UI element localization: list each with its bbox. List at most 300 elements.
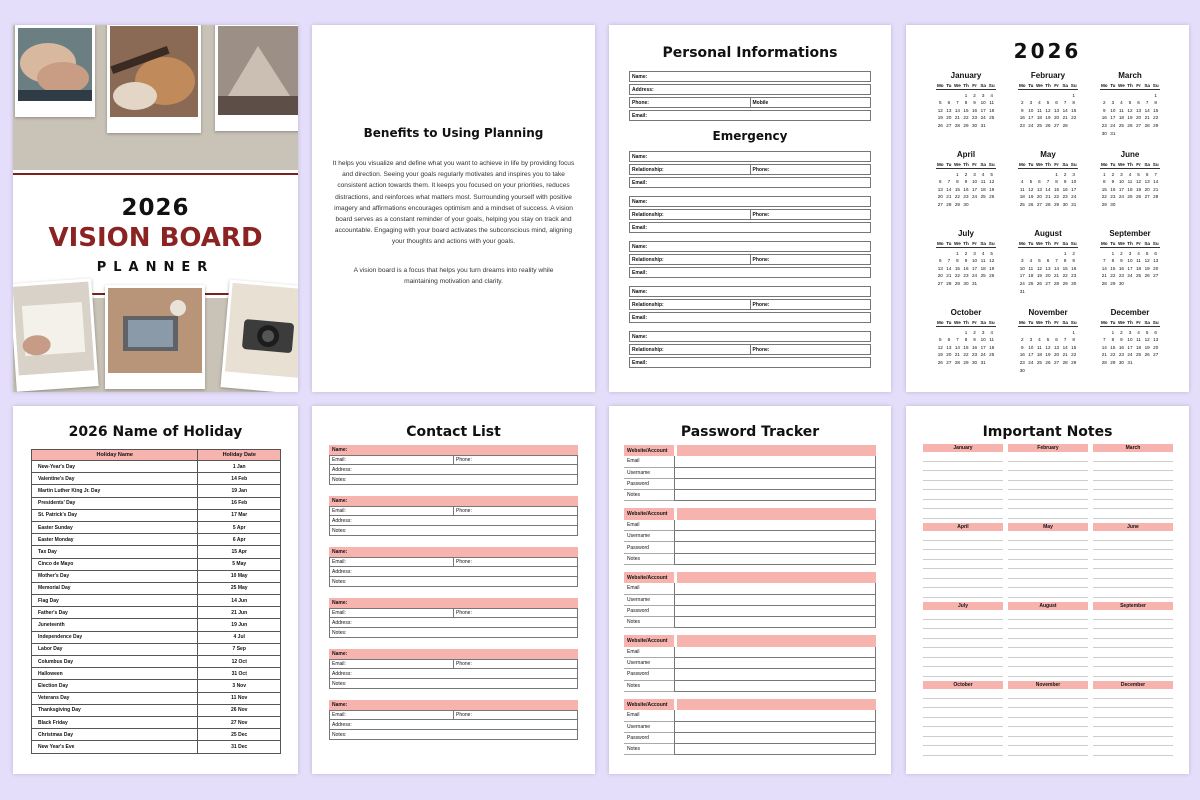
notes-line[interactable] bbox=[1008, 610, 1088, 620]
day-cell[interactable]: 21 bbox=[946, 273, 952, 279]
day-cell[interactable]: 23 bbox=[963, 194, 969, 200]
day-cell[interactable]: 9 bbox=[1111, 179, 1115, 185]
day-cell[interactable]: 7 bbox=[1145, 100, 1149, 106]
day-cell[interactable]: 20 bbox=[946, 115, 952, 121]
contact-address-field[interactable]: Address: bbox=[329, 669, 578, 679]
notes-line[interactable] bbox=[923, 509, 1003, 519]
day-cell[interactable]: 6 bbox=[939, 179, 942, 185]
day-cell[interactable]: 10 bbox=[1110, 107, 1116, 113]
day-cell[interactable]: 7 bbox=[1103, 337, 1106, 343]
day-cell[interactable]: 9 bbox=[1103, 107, 1106, 113]
day-cell[interactable]: 8 bbox=[964, 337, 968, 343]
day-cell[interactable]: 11 bbox=[989, 100, 995, 106]
day-cell[interactable]: 16 bbox=[1110, 186, 1116, 192]
day-cell[interactable]: 29 bbox=[963, 122, 969, 128]
notes-line[interactable] bbox=[923, 639, 1003, 649]
day-cell[interactable]: 14 bbox=[954, 344, 960, 350]
day-cell[interactable]: 22 bbox=[1062, 273, 1068, 279]
notes-line[interactable] bbox=[923, 708, 1003, 718]
notes-line[interactable] bbox=[1093, 500, 1173, 510]
day-cell[interactable]: 24 bbox=[972, 273, 978, 279]
day-cell[interactable]: 23 bbox=[1019, 122, 1025, 128]
day-cell[interactable]: 29 bbox=[954, 280, 960, 286]
notes-line[interactable] bbox=[1008, 579, 1088, 589]
day-cell[interactable]: 18 bbox=[1136, 344, 1142, 350]
day-cell[interactable]: 29 bbox=[1110, 359, 1116, 365]
day-cell[interactable]: 3 bbox=[973, 250, 976, 256]
day-cell[interactable]: 3 bbox=[1111, 100, 1115, 106]
notes-line[interactable] bbox=[923, 481, 1003, 491]
notes-line[interactable] bbox=[923, 588, 1003, 598]
day-cell[interactable]: 12 bbox=[937, 107, 943, 113]
notes-line[interactable] bbox=[1093, 620, 1173, 630]
notes-line[interactable] bbox=[1008, 746, 1088, 756]
day-cell[interactable]: 4 bbox=[990, 329, 993, 335]
password-site-field[interactable] bbox=[677, 572, 876, 583]
emergency-relationship-row[interactable]: Relationship: Phone: bbox=[629, 254, 871, 265]
day-cell[interactable]: 11 bbox=[980, 179, 986, 185]
day-cell[interactable]: 25 bbox=[1136, 273, 1142, 279]
notes-line[interactable] bbox=[1093, 667, 1173, 677]
notes-line[interactable] bbox=[1093, 708, 1173, 718]
address-field[interactable]: Address: bbox=[629, 84, 871, 95]
day-cell[interactable]: 19 bbox=[1144, 344, 1150, 350]
day-cell[interactable]: 14 bbox=[954, 107, 960, 113]
notes-line[interactable] bbox=[1008, 560, 1088, 570]
notes-line[interactable] bbox=[1008, 588, 1088, 598]
day-cell[interactable]: 9 bbox=[1120, 258, 1123, 264]
day-cell[interactable]: 2 bbox=[1111, 171, 1115, 177]
day-cell[interactable]: 19 bbox=[1045, 352, 1051, 358]
day-cell[interactable]: 28 bbox=[1101, 280, 1107, 286]
password-site-field[interactable] bbox=[677, 699, 876, 710]
contact-address-field[interactable]: Address: bbox=[329, 516, 578, 526]
day-cell[interactable]: 9 bbox=[1021, 107, 1024, 113]
day-cell[interactable]: 7 bbox=[1063, 100, 1067, 106]
day-cell[interactable]: 22 bbox=[963, 352, 969, 358]
day-cell[interactable]: 5 bbox=[939, 100, 942, 106]
day-cell[interactable]: 8 bbox=[1154, 100, 1157, 106]
day-cell[interactable]: 3 bbox=[1029, 100, 1033, 106]
day-cell[interactable]: 28 bbox=[946, 280, 952, 286]
contact-address-field[interactable]: Address: bbox=[329, 567, 578, 577]
day-cell[interactable]: 30 bbox=[1071, 280, 1077, 286]
notes-line[interactable] bbox=[1008, 689, 1088, 699]
day-cell[interactable]: 21 bbox=[1045, 194, 1051, 200]
day-cell[interactable]: 30 bbox=[1062, 201, 1068, 207]
day-cell[interactable]: 2 bbox=[964, 250, 968, 256]
day-cell[interactable]: 15 bbox=[1071, 344, 1077, 350]
day-cell[interactable]: 29 bbox=[1101, 201, 1107, 207]
day-cell[interactable]: 8 bbox=[1111, 258, 1115, 264]
notes-line[interactable] bbox=[1008, 500, 1088, 510]
day-cell[interactable]: 4 bbox=[1137, 329, 1140, 335]
day-cell[interactable]: 6 bbox=[1038, 179, 1041, 185]
day-cell[interactable]: 21 bbox=[946, 194, 952, 200]
day-cell[interactable]: 10 bbox=[1019, 265, 1025, 271]
password-username-field[interactable] bbox=[674, 722, 876, 733]
day-cell[interactable]: 1 bbox=[1072, 329, 1075, 335]
contact-name-field[interactable]: Name: bbox=[329, 496, 578, 506]
password-username-field[interactable] bbox=[674, 658, 876, 669]
day-cell[interactable]: 15 bbox=[1153, 107, 1159, 113]
day-cell[interactable]: 18 bbox=[1118, 115, 1124, 121]
day-cell[interactable]: 26 bbox=[1136, 194, 1142, 200]
day-cell[interactable]: 29 bbox=[954, 201, 960, 207]
day-cell[interactable]: 9 bbox=[1063, 179, 1067, 185]
notes-line[interactable] bbox=[923, 699, 1003, 709]
day-cell[interactable]: 11 bbox=[980, 258, 986, 264]
day-cell[interactable]: 1 bbox=[1111, 250, 1115, 256]
day-cell[interactable]: 27 bbox=[1144, 194, 1150, 200]
day-cell[interactable]: 29 bbox=[1153, 122, 1159, 128]
contact-notes-field[interactable]: Notes: bbox=[329, 577, 578, 587]
contact-email-phone-row[interactable]: Email: Phone: bbox=[329, 557, 578, 567]
day-cell[interactable]: 17 bbox=[1127, 344, 1133, 350]
day-cell[interactable]: 10 bbox=[1127, 258, 1133, 264]
day-cell[interactable]: 26 bbox=[1144, 352, 1150, 358]
notes-line[interactable] bbox=[1093, 588, 1173, 598]
day-cell[interactable]: 1 bbox=[956, 171, 959, 177]
day-cell[interactable]: 6 bbox=[947, 100, 951, 106]
notes-line[interactable] bbox=[1093, 610, 1173, 620]
day-cell[interactable]: 22 bbox=[1071, 115, 1077, 121]
notes-line[interactable] bbox=[1093, 509, 1173, 519]
day-cell[interactable]: 14 bbox=[1054, 265, 1060, 271]
day-cell[interactable]: 19 bbox=[1136, 186, 1142, 192]
day-cell[interactable]: 13 bbox=[1144, 179, 1150, 185]
day-cell[interactable]: 6 bbox=[1055, 100, 1058, 106]
day-cell[interactable]: 16 bbox=[972, 344, 978, 350]
day-cell[interactable]: 15 bbox=[1101, 186, 1107, 192]
notes-line[interactable] bbox=[1008, 569, 1088, 579]
day-cell[interactable]: 4 bbox=[1137, 250, 1140, 256]
day-cell[interactable]: 27 bbox=[937, 201, 943, 207]
day-cell[interactable]: 17 bbox=[1071, 186, 1077, 192]
notes-line[interactable] bbox=[1008, 718, 1088, 728]
day-cell[interactable]: 5 bbox=[1145, 250, 1149, 256]
day-cell[interactable]: 23 bbox=[1118, 352, 1124, 358]
day-cell[interactable]: 22 bbox=[1153, 115, 1159, 121]
emergency-name-field[interactable]: Name: bbox=[629, 331, 871, 342]
day-cell[interactable]: 24 bbox=[1019, 280, 1025, 286]
contact-name-field[interactable]: Name: bbox=[329, 649, 578, 659]
day-cell[interactable]: 25 bbox=[989, 352, 995, 358]
password-email-field[interactable] bbox=[674, 456, 876, 467]
notes-line[interactable] bbox=[923, 648, 1003, 658]
day-cell[interactable]: 10 bbox=[972, 179, 978, 185]
notes-line[interactable] bbox=[1093, 462, 1173, 472]
day-cell[interactable]: 24 bbox=[1071, 194, 1077, 200]
day-cell[interactable]: 10 bbox=[980, 100, 986, 106]
name-field[interactable]: Name: bbox=[629, 71, 871, 82]
day-cell[interactable]: 6 bbox=[1137, 100, 1140, 106]
day-cell[interactable]: 17 bbox=[980, 344, 986, 350]
day-cell[interactable]: 20 bbox=[1054, 115, 1060, 121]
notes-line[interactable] bbox=[923, 550, 1003, 560]
day-cell[interactable]: 16 bbox=[1118, 344, 1124, 350]
day-cell[interactable]: 4 bbox=[1038, 337, 1041, 343]
day-cell[interactable]: 6 bbox=[1154, 250, 1157, 256]
emergency-email-field[interactable]: Email: bbox=[629, 267, 871, 278]
notes-line[interactable] bbox=[1093, 579, 1173, 589]
emergency-relationship-row[interactable]: Relationship: Phone: bbox=[629, 209, 871, 220]
day-cell[interactable]: 17 bbox=[1019, 273, 1025, 279]
notes-line[interactable] bbox=[1008, 648, 1088, 658]
day-cell[interactable]: 23 bbox=[1071, 273, 1077, 279]
day-cell[interactable]: 23 bbox=[1118, 273, 1124, 279]
day-cell[interactable]: 26 bbox=[1127, 122, 1133, 128]
day-cell[interactable]: 26 bbox=[1036, 280, 1042, 286]
day-cell[interactable]: 1 bbox=[1063, 250, 1067, 256]
day-cell[interactable]: 6 bbox=[1046, 258, 1050, 264]
day-cell[interactable]: 29 bbox=[963, 359, 969, 365]
day-cell[interactable]: 23 bbox=[1019, 359, 1025, 365]
day-cell[interactable]: 11 bbox=[1037, 107, 1042, 113]
day-cell[interactable]: 28 bbox=[1101, 359, 1107, 365]
notes-line[interactable] bbox=[1008, 471, 1088, 481]
day-cell[interactable]: 14 bbox=[1144, 107, 1150, 113]
day-cell[interactable]: 23 bbox=[963, 273, 969, 279]
notes-line[interactable] bbox=[1093, 718, 1173, 728]
emergency-name-field[interactable]: Name: bbox=[629, 196, 871, 207]
notes-line[interactable] bbox=[1093, 727, 1173, 737]
emergency-email-field[interactable]: Email: bbox=[629, 357, 871, 368]
day-cell[interactable]: 9 bbox=[964, 179, 968, 185]
email-field[interactable]: Email: bbox=[629, 110, 871, 121]
day-cell[interactable]: 19 bbox=[1028, 194, 1034, 200]
day-cell[interactable]: 22 bbox=[1054, 194, 1060, 200]
day-cell[interactable]: 9 bbox=[1021, 344, 1024, 350]
password-password-field[interactable] bbox=[674, 669, 876, 680]
day-cell[interactable]: 12 bbox=[937, 344, 943, 350]
day-cell[interactable]: 16 bbox=[963, 265, 969, 271]
emergency-relationship-row[interactable]: Relationship: Phone: bbox=[629, 164, 871, 175]
day-cell[interactable]: 17 bbox=[1028, 115, 1034, 121]
day-cell[interactable]: 17 bbox=[972, 186, 978, 192]
day-cell[interactable]: 5 bbox=[939, 337, 942, 343]
day-cell[interactable]: 19 bbox=[989, 186, 995, 192]
notes-line[interactable] bbox=[1093, 452, 1173, 462]
day-cell[interactable]: 15 bbox=[954, 265, 960, 271]
day-cell[interactable]: 14 bbox=[1062, 107, 1068, 113]
notes-line[interactable] bbox=[923, 531, 1003, 541]
day-cell[interactable]: 10 bbox=[1118, 179, 1124, 185]
day-cell[interactable]: 15 bbox=[1110, 265, 1116, 271]
notes-line[interactable] bbox=[1008, 490, 1088, 500]
notes-line[interactable] bbox=[1093, 737, 1173, 747]
day-cell[interactable]: 2 bbox=[1120, 329, 1123, 335]
password-site-field[interactable] bbox=[677, 508, 876, 519]
day-cell[interactable]: 15 bbox=[1071, 107, 1077, 113]
day-cell[interactable]: 15 bbox=[1062, 265, 1068, 271]
day-cell[interactable]: 4 bbox=[1128, 171, 1132, 177]
notes-line[interactable] bbox=[923, 620, 1003, 630]
emergency-email-field[interactable]: Email: bbox=[629, 312, 871, 323]
day-cell[interactable]: 27 bbox=[1136, 122, 1142, 128]
day-cell[interactable]: 8 bbox=[1072, 337, 1075, 343]
day-cell[interactable]: 19 bbox=[1144, 265, 1150, 271]
day-cell[interactable]: 17 bbox=[972, 265, 978, 271]
day-cell[interactable]: 18 bbox=[989, 107, 995, 113]
day-cell[interactable]: 24 bbox=[1110, 122, 1116, 128]
day-cell[interactable]: 1 bbox=[964, 92, 968, 98]
day-cell[interactable]: 15 bbox=[954, 186, 960, 192]
day-cell[interactable]: 12 bbox=[1045, 107, 1051, 113]
day-cell[interactable]: 17 bbox=[1110, 115, 1116, 121]
password-notes-field[interactable] bbox=[674, 744, 876, 755]
day-cell[interactable]: 24 bbox=[980, 115, 986, 121]
day-cell[interactable]: 3 bbox=[1072, 171, 1075, 177]
day-cell[interactable]: 17 bbox=[980, 107, 986, 113]
day-cell[interactable]: 9 bbox=[973, 100, 976, 106]
notes-line[interactable] bbox=[1093, 471, 1173, 481]
day-cell[interactable]: 28 bbox=[1054, 280, 1060, 286]
day-cell[interactable]: 13 bbox=[1045, 265, 1051, 271]
day-cell[interactable]: 8 bbox=[1063, 258, 1067, 264]
day-cell[interactable]: 20 bbox=[937, 194, 943, 200]
day-cell[interactable]: 31 bbox=[1019, 288, 1025, 294]
day-cell[interactable]: 20 bbox=[946, 352, 952, 358]
day-cell[interactable]: 7 bbox=[956, 100, 959, 106]
day-cell[interactable]: 20 bbox=[1136, 115, 1142, 121]
day-cell[interactable]: 28 bbox=[946, 201, 952, 207]
day-cell[interactable]: 12 bbox=[989, 258, 995, 264]
day-cell[interactable]: 28 bbox=[1144, 122, 1150, 128]
day-cell[interactable]: 21 bbox=[1062, 352, 1068, 358]
day-cell[interactable]: 6 bbox=[939, 258, 942, 264]
contact-name-field[interactable]: Name: bbox=[329, 445, 578, 455]
day-cell[interactable]: 31 bbox=[980, 122, 986, 128]
day-cell[interactable]: 31 bbox=[1110, 130, 1116, 136]
day-cell[interactable]: 10 bbox=[1028, 344, 1034, 350]
day-cell[interactable]: 30 bbox=[963, 201, 969, 207]
day-cell[interactable]: 20 bbox=[1144, 186, 1150, 192]
day-cell[interactable]: 25 bbox=[1028, 280, 1034, 286]
notes-line[interactable] bbox=[923, 667, 1003, 677]
notes-line[interactable] bbox=[1093, 746, 1173, 756]
notes-line[interactable] bbox=[923, 462, 1003, 472]
day-cell[interactable]: 12 bbox=[1136, 179, 1142, 185]
day-cell[interactable]: 11 bbox=[1119, 107, 1124, 113]
day-cell[interactable]: 7 bbox=[1063, 337, 1067, 343]
day-cell[interactable]: 10 bbox=[1071, 179, 1077, 185]
day-cell[interactable]: 18 bbox=[1028, 273, 1034, 279]
day-cell[interactable]: 22 bbox=[1110, 273, 1116, 279]
password-password-field[interactable] bbox=[674, 542, 876, 553]
day-cell[interactable]: 29 bbox=[1054, 201, 1060, 207]
day-cell[interactable]: 6 bbox=[1055, 337, 1058, 343]
day-cell[interactable]: 27 bbox=[1036, 201, 1042, 207]
day-cell[interactable]: 1 bbox=[1072, 92, 1075, 98]
day-cell[interactable]: 30 bbox=[1110, 201, 1116, 207]
day-cell[interactable]: 13 bbox=[1036, 186, 1042, 192]
contact-name-field[interactable]: Name: bbox=[329, 547, 578, 557]
notes-line[interactable] bbox=[1093, 658, 1173, 668]
day-cell[interactable]: 8 bbox=[1055, 179, 1058, 185]
day-cell[interactable]: 21 bbox=[1054, 273, 1060, 279]
day-cell[interactable]: 15 bbox=[963, 107, 969, 113]
password-notes-field[interactable] bbox=[674, 554, 876, 565]
day-cell[interactable]: 4 bbox=[981, 171, 985, 177]
day-cell[interactable]: 2 bbox=[1021, 337, 1024, 343]
day-cell[interactable]: 26 bbox=[989, 273, 995, 279]
emergency-email-field[interactable]: Email: bbox=[629, 222, 871, 233]
day-cell[interactable]: 12 bbox=[1144, 258, 1150, 264]
notes-line[interactable] bbox=[1008, 629, 1088, 639]
day-cell[interactable]: 16 bbox=[972, 107, 978, 113]
day-cell[interactable]: 5 bbox=[1137, 171, 1140, 177]
day-cell[interactable]: 29 bbox=[1071, 359, 1077, 365]
notes-line[interactable] bbox=[1008, 531, 1088, 541]
day-cell[interactable]: 5 bbox=[1046, 100, 1050, 106]
day-cell[interactable]: 27 bbox=[937, 280, 943, 286]
day-cell[interactable]: 14 bbox=[1101, 344, 1107, 350]
notes-line[interactable] bbox=[923, 541, 1003, 551]
notes-line[interactable] bbox=[1093, 541, 1173, 551]
day-cell[interactable]: 5 bbox=[990, 171, 993, 177]
phone-mobile-row[interactable]: Phone: Mobile bbox=[629, 97, 871, 108]
day-cell[interactable]: 22 bbox=[954, 273, 960, 279]
day-cell[interactable]: 28 bbox=[1045, 201, 1051, 207]
notes-line[interactable] bbox=[1008, 699, 1088, 709]
day-cell[interactable]: 13 bbox=[1153, 258, 1159, 264]
day-cell[interactable]: 18 bbox=[1036, 352, 1042, 358]
day-cell[interactable]: 30 bbox=[972, 122, 978, 128]
day-cell[interactable]: 9 bbox=[1120, 337, 1123, 343]
day-cell[interactable]: 24 bbox=[1118, 194, 1124, 200]
day-cell[interactable]: 26 bbox=[937, 359, 943, 365]
day-cell[interactable]: 30 bbox=[1101, 130, 1107, 136]
day-cell[interactable]: 16 bbox=[1101, 115, 1107, 121]
day-cell[interactable]: 3 bbox=[1128, 250, 1132, 256]
day-cell[interactable]: 26 bbox=[989, 194, 995, 200]
day-cell[interactable]: 28 bbox=[954, 359, 960, 365]
notes-line[interactable] bbox=[1093, 560, 1173, 570]
notes-line[interactable] bbox=[923, 471, 1003, 481]
contact-email-phone-row[interactable]: Email: Phone: bbox=[329, 506, 578, 516]
day-cell[interactable]: 13 bbox=[1153, 337, 1159, 343]
day-cell[interactable]: 18 bbox=[980, 186, 986, 192]
notes-line[interactable] bbox=[1008, 727, 1088, 737]
day-cell[interactable]: 25 bbox=[1118, 122, 1124, 128]
day-cell[interactable]: 29 bbox=[1062, 280, 1068, 286]
day-cell[interactable]: 21 bbox=[954, 115, 960, 121]
day-cell[interactable]: 17 bbox=[1028, 352, 1034, 358]
day-cell[interactable]: 5 bbox=[990, 250, 993, 256]
day-cell[interactable]: 26 bbox=[1045, 359, 1051, 365]
day-cell[interactable]: 14 bbox=[1101, 265, 1107, 271]
day-cell[interactable]: 26 bbox=[1144, 273, 1150, 279]
contact-email-phone-row[interactable]: Email: Phone: bbox=[329, 659, 578, 669]
day-cell[interactable]: 5 bbox=[1145, 329, 1149, 335]
day-cell[interactable]: 9 bbox=[964, 258, 968, 264]
password-email-field[interactable] bbox=[674, 520, 876, 531]
day-cell[interactable]: 23 bbox=[1110, 194, 1116, 200]
day-cell[interactable]: 18 bbox=[1019, 194, 1025, 200]
day-cell[interactable]: 16 bbox=[1019, 352, 1025, 358]
emergency-relationship-row[interactable]: Relationship: Phone: bbox=[629, 344, 871, 355]
day-cell[interactable]: 23 bbox=[972, 352, 978, 358]
contact-address-field[interactable]: Address: bbox=[329, 618, 578, 628]
day-cell[interactable]: 5 bbox=[1038, 258, 1041, 264]
day-cell[interactable]: 20 bbox=[1054, 352, 1060, 358]
day-cell[interactable]: 19 bbox=[1127, 115, 1133, 121]
day-cell[interactable]: 21 bbox=[1101, 273, 1107, 279]
notes-line[interactable] bbox=[1008, 541, 1088, 551]
day-cell[interactable]: 11 bbox=[1028, 265, 1034, 271]
notes-line[interactable] bbox=[923, 610, 1003, 620]
